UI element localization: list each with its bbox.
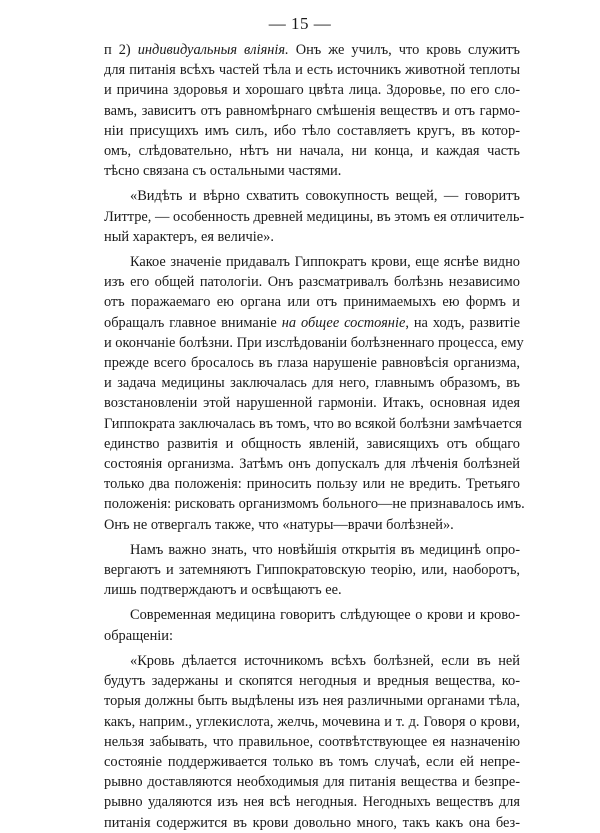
paragraph bbox=[104, 252, 525, 535]
italic-emphasis: на общее состояніе bbox=[281, 314, 406, 331]
text-line: обращалъ главное вниманіе на общее состояніе, на ходъ, развитіе bbox=[104, 314, 520, 331]
text-line: состоянія организма. Затѣмъ онъ допускалъ для лѣченія болѣзней bbox=[104, 456, 520, 473]
text-line: состояніе поддерживается только въ томъ случаѣ, если ей непре- bbox=[104, 753, 520, 770]
text-line: отъ поражаемаго ею органа или отъ принимаемыхъ ею формъ и bbox=[104, 294, 520, 311]
text-line: тѣсно связана съ остальными частями. bbox=[104, 163, 342, 180]
text-line: обращеніи: bbox=[104, 627, 173, 644]
text-line: Гиппократа заключалась въ томъ, что во всякой болѣзни замѣчается bbox=[104, 415, 522, 432]
text-line: рывно удаляются изъ нея всѣ негодныя. Негодныхъ веществъ для bbox=[104, 794, 520, 811]
text-line: и причина здоровья и хорошаго цвѣта лица. Здоровье, по его сло- bbox=[104, 82, 520, 99]
text-line: Онъ не отвергалъ также, что «натуры—врачи болѣзней». bbox=[104, 516, 454, 533]
text-line: какъ, наприм., углекислота, желчь, мочевина и т. д. Говоря о крови, bbox=[104, 713, 520, 730]
text-line: «Видѣть и вѣрно схватить совокупность вещей, — говоритъ bbox=[130, 188, 520, 205]
text-line: омъ, слѣдовательно, нѣтъ ни начала, ни конца, и каждая часть bbox=[104, 143, 520, 160]
paragraph bbox=[104, 540, 520, 601]
text-line: будутъ задержаны и скопятся негодныя и вредныя вещества, ко- bbox=[104, 673, 520, 690]
text-line: прежде всего бросалось въ глаза нарушеніе равновѣсія организма, bbox=[104, 355, 520, 372]
text-line: только два положенія: приносить пользу или не вредить. Третьяго bbox=[104, 476, 520, 493]
text-line: ный характеръ, ея величіе». bbox=[104, 228, 274, 245]
text-line: питанія содержится въ крови довольно много, такъ какъ она без- bbox=[104, 814, 520, 831]
text-line: и задача медицины заключалась для него, главнымъ образомъ, въ bbox=[104, 375, 520, 392]
text-line: ніи присущихъ имъ силъ, ибо тѣло составляетъ кругъ, въ котор- bbox=[104, 122, 520, 139]
text-line: вергаютъ и затемняютъ Гиппократовскую теорію, или, наоборотъ, bbox=[104, 562, 520, 579]
text-line: Намъ важно знать, что новѣйшія открытія въ медицинѣ опро- bbox=[130, 541, 520, 558]
paragraph bbox=[104, 186, 525, 247]
paragraph bbox=[104, 605, 520, 645]
paragraph bbox=[104, 40, 520, 181]
text-line: Какое значеніе придавалъ Гиппократъ крови, еще яснѣе видно bbox=[130, 254, 520, 271]
text-line: п 2) индивидуальныя вліянія. Онъ же училъ, что кровь служитъ bbox=[104, 42, 520, 58]
text-line: и окончаніе болѣзни. При изслѣдованіи болѣзненнаго процесса, ему bbox=[104, 334, 524, 351]
text-line: положенія: рисковать организмомъ больного—не признавалось имъ. bbox=[104, 496, 525, 513]
italic-emphasis: индивидуальныя вліянія. bbox=[137, 42, 289, 58]
text-line: нельзя забывать, что правильное, соотвѣтствующее ея назначенію bbox=[104, 733, 520, 750]
body-text bbox=[104, 40, 525, 833]
text-line: рывно доставляются необходимыя для питанія вещества и безпре- bbox=[104, 774, 520, 791]
text-line: для питанія всѣхъ частей тѣла и есть источникъ животной теплоты bbox=[104, 62, 520, 79]
page-number: — 15 — bbox=[268, 14, 332, 33]
paragraph bbox=[104, 651, 520, 833]
text-line: возстановленіи этой нарушенной гармоніи. Итакъ, основная идея bbox=[104, 395, 520, 412]
text-line: вамъ, зависитъ отъ равномѣрнаго смѣшенія веществъ и отъ гармо- bbox=[104, 102, 520, 119]
text-line: изъ его общей патологіи. Онъ разсматривалъ болѣзнь независимо bbox=[104, 274, 520, 291]
text-line: лишь подтверждаютъ и освѣщаютъ ее. bbox=[104, 582, 342, 599]
text-line: единство развитія и общность явленій, зависящихъ отъ общаго bbox=[104, 435, 520, 452]
text-line: Современная медицина говоритъ слѣдующее о крови и крово- bbox=[130, 607, 520, 624]
text-line: торыя должны быть выдѣлены изъ нея различными органами тѣла, bbox=[104, 693, 520, 710]
text-line: Литтре, — особенность древней медицины, въ этомъ ея отличитель- bbox=[104, 208, 525, 225]
text-line: «Кровь дѣлается источникомъ всѣхъ болѣзней, если въ ней bbox=[130, 652, 520, 669]
